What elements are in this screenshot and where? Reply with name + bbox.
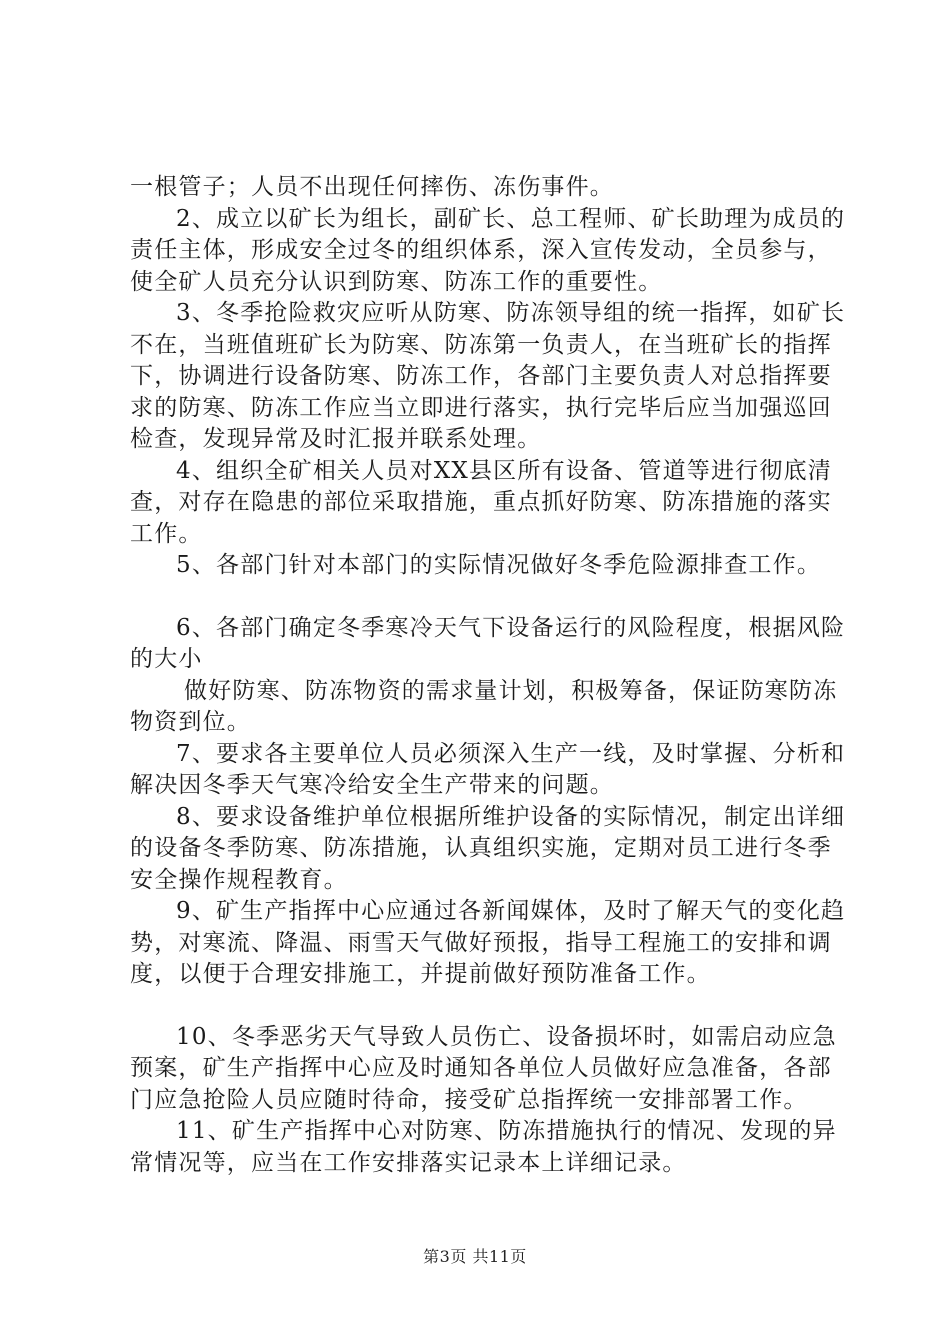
paragraph-item-5: 5、各部门针对本部门的实际情况做好冬季危险源排查工作。 [176, 552, 822, 578]
paragraph-item-4: 4、组织全矿相关人员对XX县区所有设备、管道等进行彻底清查，对存在隐患的部位采取措施，重点抓好防寒、防冻措施的落实工作。 [130, 457, 832, 547]
paragraph-item-10: 10、冬季恶劣天气导致人员伤亡、设备损坏时，如需启动应急预案，矿生产指挥中心应及时通知各单位人员做好应急准备，各部门应急抢险人员应随时待命，接受矿总指挥统一安排部署工作。 [130, 1023, 837, 1113]
paragraph-continuation: 一根管子；人员不出现任何摔伤、冻伤事件。 [130, 174, 614, 200]
paragraph-item-2: 2、成立以矿长为组长，副矿长、总工程师、矿长助理为成员的责任主体，形成安全过冬的组织体系，深入宣传发动，全员参与，使全矿人员充分认识到防寒、防冻工作的重要性。 [130, 205, 846, 295]
document-body [130, 172, 855, 1179]
paragraph-item-6-continuation: 做好防寒、防冻物资的需求量计划，积极筹备，保证防寒防冻物资到位。 [130, 677, 838, 735]
paragraph-item-7: 7、要求各主要单位人员必须深入生产一线，及时掌握、分析和解决因冬季天气寒冷给安全生产带来的问题。 [130, 740, 846, 798]
paragraph-item-11: 11、矿生产指挥中心对防寒、防冻措施执行的情况、发现的异常情况等，应当在工作安排落实记录本上详细记录。 [130, 1118, 837, 1176]
page-number-footer: 第3页 共11页 [423, 1247, 527, 1266]
paragraph-item-3: 3、冬季抢险救灾应听从防寒、防冻领导组的统一指挥，如矿长不在，当班值班矿长为防寒、防冻第一负责人，在当班矿长的指挥下，协调进行设备防寒、防冻工作，各部门主要负责人对总指挥要求的防寒、防冻工作应当立即进行落实，执行完毕后应当加强巡回检查，发现异常及时汇报并联系处理。 [130, 300, 846, 452]
paragraph-item-8: 8、要求设备维护单位根据所维护设备的实际情况，制定出详细的设备冬季防寒、防冻措施，认真组织实施，定期对员工进行冬季安全操作规程教育。 [130, 803, 846, 893]
paragraph-item-6: 6、各部门确定冬季寒冷天气下设备运行的风险程度，根据风险的大小 [130, 614, 846, 672]
paragraph-item-9: 9、矿生产指挥中心应通过各新闻媒体，及时了解天气的变化趋势，对寒流、降温、雨雪天气做好预报，指导工程施工的安排和调度，以便于合理安排施工，并提前做好预防准备工作。 [130, 898, 846, 987]
